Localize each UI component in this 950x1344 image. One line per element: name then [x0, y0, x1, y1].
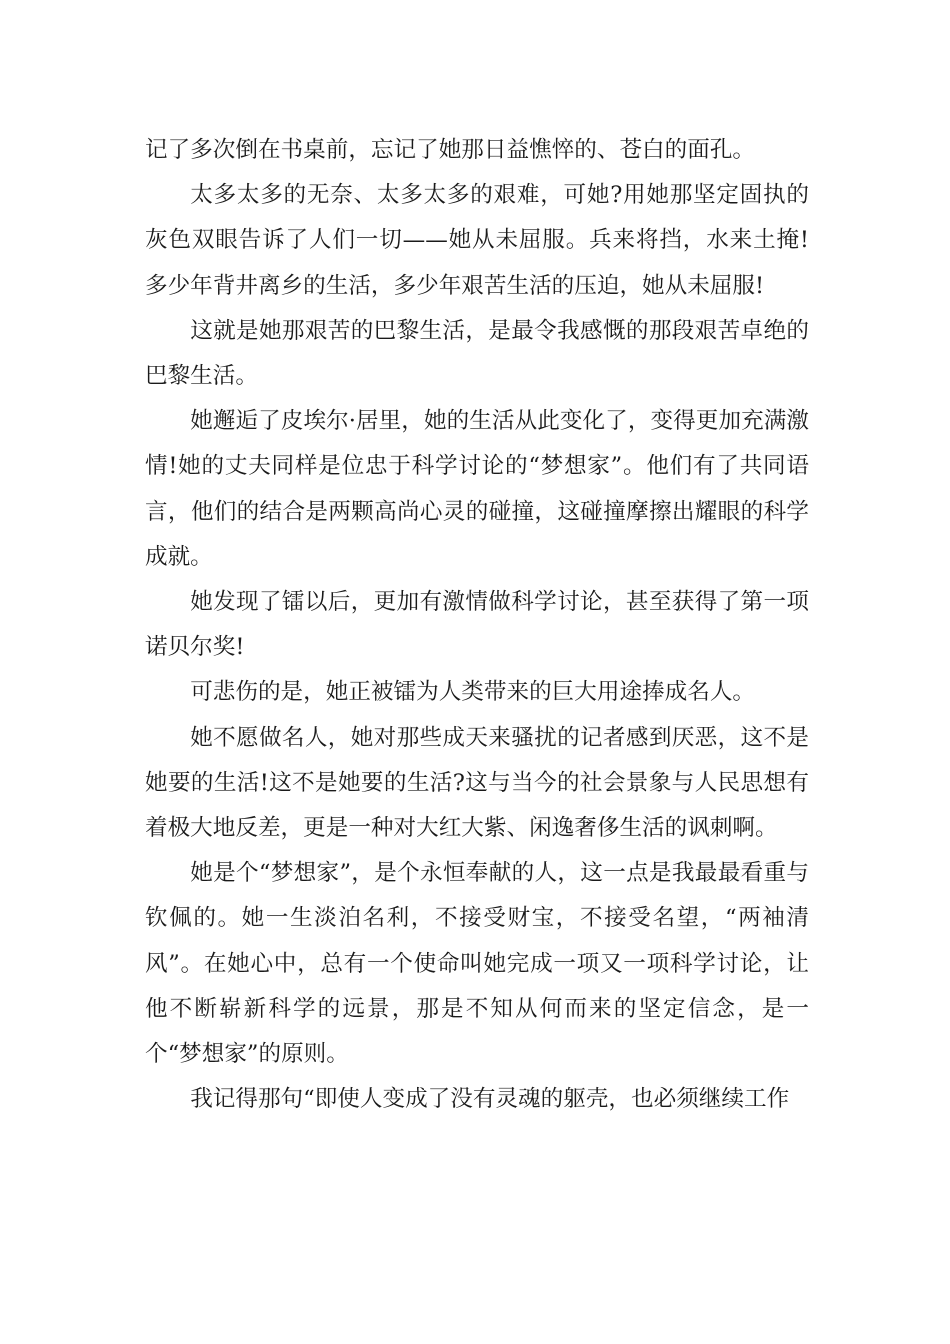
- paragraph-1: 记了多次倒在书桌前，忘记了她那日益憔悴的、苍白的面孔。: [145, 137, 756, 163]
- paragraph-3: 这就是她那艰苦的巴黎生活，是最令我感慨的那段艰苦卓绝的巴黎生活。: [145, 317, 809, 390]
- paragraph-9: 我记得那句“即使人变成了没有灵魂的躯壳，也必须继续工作: [190, 1086, 790, 1113]
- paragraph-7: 她不愿做名人，她对那些成天来骚扰的记者感到厌恶，这不是她要的生活!这不是她要的生活?这与当今的社会景象与人民思想有着极大地反差，更是一种对大红大紫、闲逸奢侈生活的讽刺啊。: [145, 724, 809, 842]
- paragraph-5: 她发现了镭以后，更加有激情做科学讨论，甚至获得了第一项诺贝尔奖!: [145, 589, 809, 661]
- paragraph-8: 她是个“梦想家”，是个永恒奉献的人，这一点是我最最看重与钦佩的。她一生淡泊名利，不接受财宝，不接受名望，“两袖清风”。在她心中，总有一个使命叫她完成一项又一项科学讨论，让他不断崭新科学的远景，那是不知从何而来的坚定信念，是一个“梦想家”的原则。: [145, 860, 809, 1068]
- paragraph-4: 她邂逅了皮埃尔·居里，她的生活从此变化了，变得更加充满激情!她的丈夫同样是位忠于科学讨论的“梦想家”。他们有了共同语言，他们的结合是两颗高尚心灵的碰撞，这碰撞摩擦出耀眼的科学成就。: [145, 408, 809, 570]
- document-body: [145, 128, 809, 1122]
- paragraph-6: 可悲伤的是，她正被镭为人类带来的巨大用途捧成名人。: [190, 679, 756, 706]
- paragraph-2: 太多太多的无奈、太多太多的艰难，可她?用她那坚定固执的灰色双眼告诉了人们一切——她从未屈服。兵来将挡，水来土掩!多少年背井离乡的生活，多少年艰苦生活的压迫，她从未屈服!: [145, 182, 809, 299]
